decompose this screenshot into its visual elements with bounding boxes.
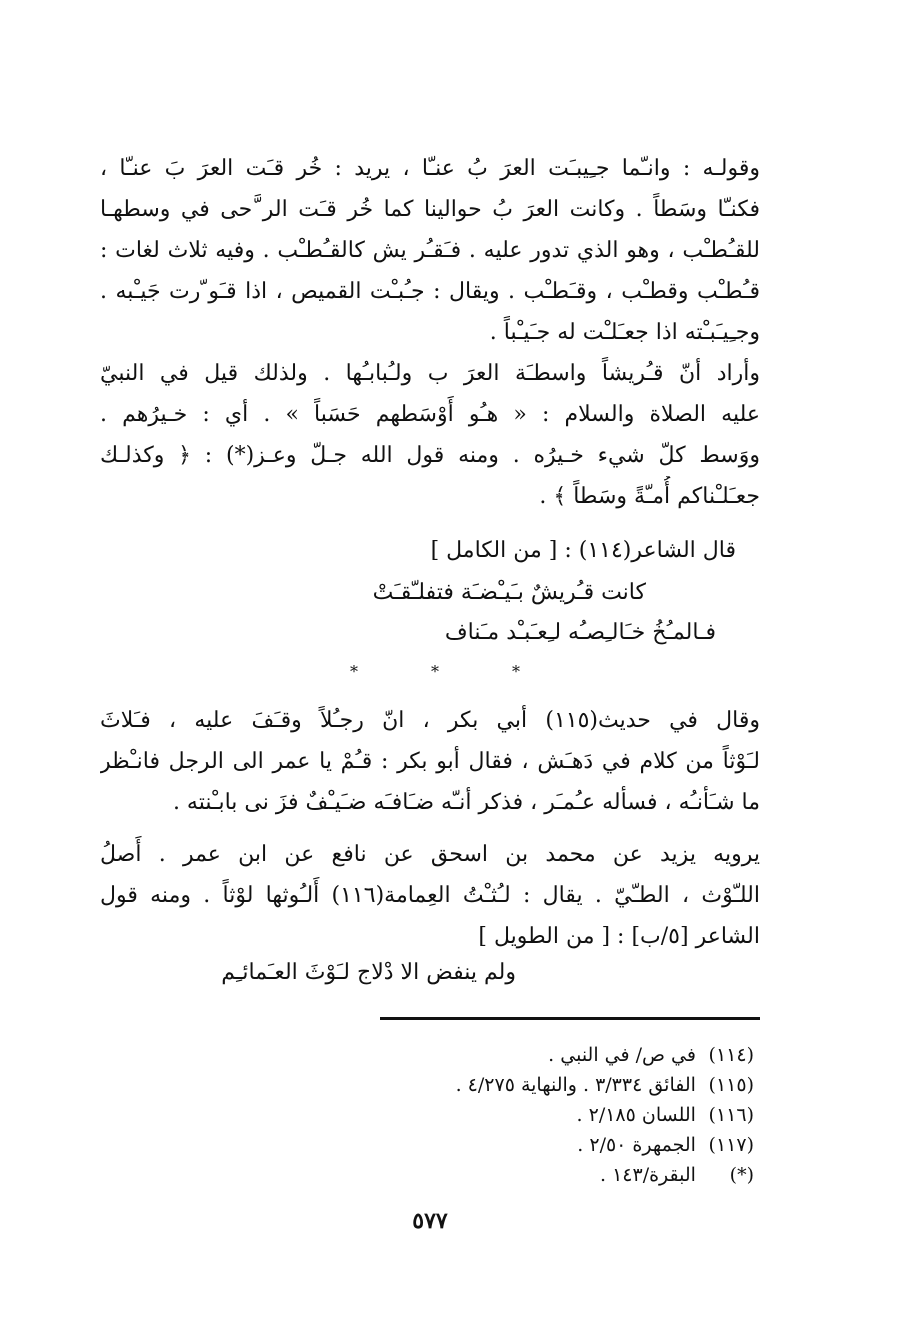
footnote-number: (١١٦) [708, 1104, 754, 1126]
text-line: ووَسط كلّ شيء خـيرُه . ومنه قول الله جـلّ وعـز(*) : ﴿ وكذلـك [100, 443, 760, 468]
star-icon: * [350, 662, 358, 681]
text-line: وقولـه : وانـّما جـِيبـَت العرَ بُ عنـّا ، يريد : خُر قـَت العرَ بَ عنـّا ، [100, 156, 760, 181]
paragraph-explanation [100, 834, 760, 957]
text-line: عليه الصلاة والسلام : « هـُو أَوْسَطهم حَسَباً » . أي : خـيرُهم . [100, 402, 760, 427]
star-icon: * [512, 662, 520, 681]
verse-line: ولم ينفض الا دْلاج لـَوْثَ العـَمائـِم [221, 960, 516, 985]
main-text [100, 148, 760, 517]
footnote-text: البقرة/١٤٣ . [599, 1164, 696, 1186]
text-line: وأراد أنّ قـُريشاً واسطـَة العرَ ب ولـُبابـُها . ولذلك قيل في النبيّ [100, 361, 760, 386]
paragraph-hadith [100, 700, 760, 823]
text-line: اللـّوْث ، الطـّيّ . يقال : لـُثـْتُ العِمامة(١١٦) أَلـُوثها لوْثاً . ومنه قول [100, 883, 760, 908]
text-line: لـَوْثاً من كلام في دَهـَش ، فقال أبو بكر : قـُمْ يا عمر الى الرجل فانـْظر [100, 749, 760, 774]
footnote-number: (١١٧) [708, 1134, 754, 1156]
footnote-text: في ص/ في النبي . [548, 1044, 696, 1066]
text-line: قـُطـْب وقطـْب ، وقـَطـْب . ويقال : جـُبـْت القميص ، اذا قـَو ّرت جَيـْبه . [100, 279, 760, 304]
footnote-number: (١١٤) [708, 1044, 754, 1066]
footnote-divider [380, 1017, 760, 1020]
text-line: وجـِيـَبـْته اذا جعـَلـْت له جـَيـْباً . [489, 320, 760, 345]
footnote-text: اللسان ٢/١٨٥ . [576, 1104, 696, 1126]
text-line: يرويه يزيد عن محمد بن اسحق عن نافع عن ابن عمر . أَصلُ [100, 842, 760, 867]
footnote [456, 1160, 754, 1190]
poem-intro: قال الشاعر(١١٤) : [ من الكامل ] [430, 538, 736, 563]
footnote-text: الجمهرة ٢/٥٠ . [577, 1134, 696, 1156]
page-number: ٥٧٧ [412, 1208, 448, 1234]
text-line: الشاعر [٥/ب] : [ من الطويل ] [478, 924, 760, 949]
footnote-number: (*) [729, 1164, 754, 1186]
footnote [456, 1070, 754, 1100]
text-line: ما شـَأنـُه ، فسأله عـُمـَر ، فذكر أنـّه ضـَافـَه ضـَيـْفٌ فزَ نى بابـْنته . [172, 790, 760, 815]
section-separator [350, 662, 520, 681]
star-icon: * [431, 662, 439, 681]
footnote-text: الفائق ٣/٣٣٤ . والنهاية ٤/٢٧٥ . [455, 1074, 696, 1096]
poem-hemistich-1: كانت قـُريشٌ بـَيـْضـَة فتفلـّقـَتْ [372, 580, 646, 605]
footnote [456, 1100, 754, 1130]
text-line: وقال في حديث(١١٥) أبي بكر ، انّ رجـُلاً وقـَفَ عليه ، فـَلاثَ [100, 708, 760, 733]
text-line: للقـُطـْب ، وهو الذي تدور عليه . فـَقـُر يش كالقـُطـْب . وفيه ثلاث لغات : [100, 238, 760, 263]
poem-hemistich-2: فـالمـُخُ خـَالـِصـُه لـِعـَبـْد مـَناف [444, 620, 716, 645]
text-line: فكنـّا وسَطاً . وكانت العرَ بُ حوالينا كما خُر قـَت الر َّحى في وسطهـا [100, 197, 760, 222]
text-line: جعـَلـْناكم أُمـّةً وسَطاً ﴾ . [539, 484, 760, 509]
footnotes [456, 1040, 754, 1190]
footnote [456, 1130, 754, 1160]
footnote [456, 1040, 754, 1070]
footnote-number: (١١٥) [708, 1074, 754, 1096]
